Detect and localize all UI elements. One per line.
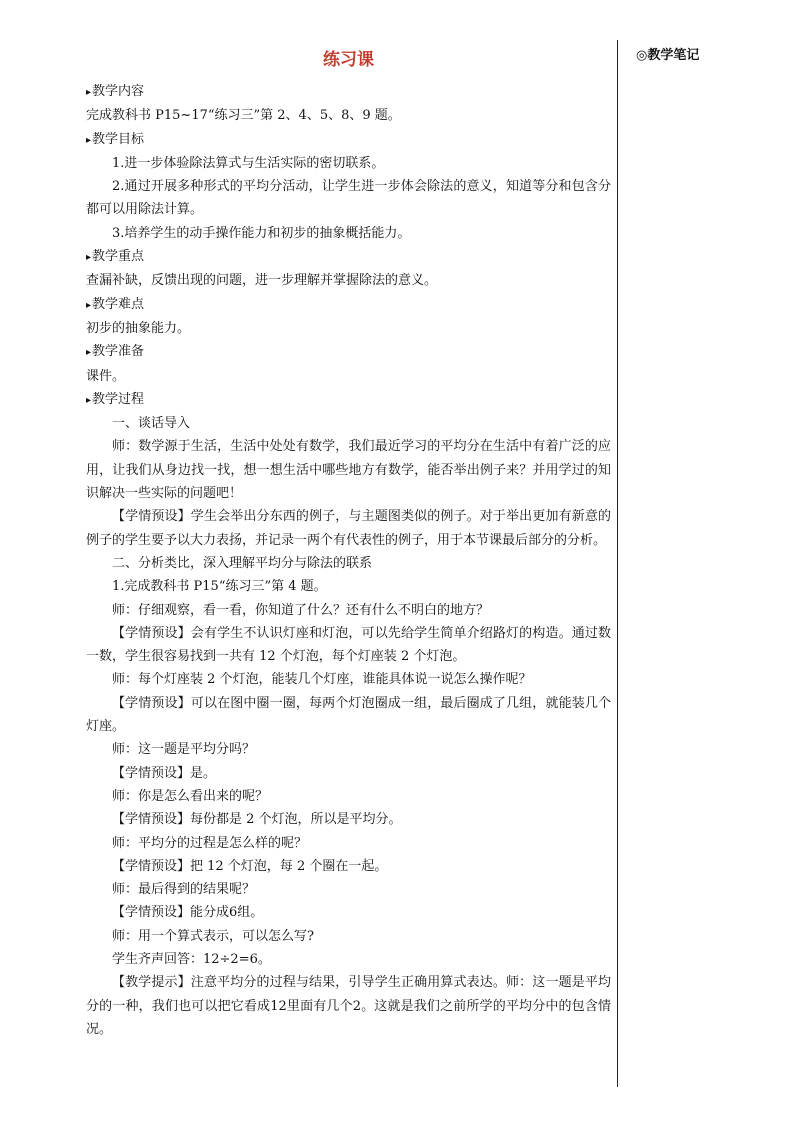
paragraph: 师：数学源于生活，生活中处处有数学，我们最近学习的平均分在生活中有着广泛的应用，让我们从身边找一找，想一想生活中哪些地方有数学，能否举出例子来？并用学过的知识解决一些实际的问题吧！	[86, 439, 611, 502]
lesson-content	[86, 80, 611, 1041]
paragraph: 【学情预设】会有学生不认识灯座和灯泡，可以先给学生简单介绍路灯的构造。通过数一数，学生很容易找到一共有 12 个灯泡，每个灯座装 2 个灯泡。	[86, 625, 611, 665]
section-heading: ▸ 教学目标	[86, 128, 611, 152]
paragraph: 【学情预设】能分成6组。	[112, 905, 264, 921]
paragraph: 【教学提示】注意平均分的过程与结果，引导学生正确用算式表达。师：这一题是平均分的一种，我们也可以把它看成12里面有几个2。这就是我们之前所学的平均分中的包含情况。	[86, 975, 611, 1037]
paragraph: 二、分析类比，深入理解平均分与除法的联系	[112, 555, 373, 571]
lesson-plan-body	[86, 46, 611, 1041]
paragraph: 3.培养学生的动手操作能力和初步的抽象概括能力。	[112, 225, 411, 241]
section-heading: ▸ 教学过程	[86, 388, 611, 412]
paragraph: 师：用一个算式表示，可以怎么写?	[112, 928, 314, 944]
paragraph: 【学情预设】把 12 个灯泡，每 2 个圈在一起。	[112, 858, 388, 874]
page-title: 练习课	[323, 50, 374, 70]
paragraph: 师：这一题是平均分吗？	[112, 742, 256, 758]
paragraph: 2.通过开展多种形式的平均分活动，让学生进一步体会除法的意义，知道等分和包含分都可以用除法计算。	[86, 179, 611, 218]
paragraph: 【学情预设】是。	[112, 765, 217, 781]
paragraph: 完成教科书 P15~17“练习三”第 2、4、5、8、9 题。	[86, 108, 401, 124]
section-heading: ▸ 教学难点	[86, 293, 611, 317]
paragraph: 师：每个灯座装 2 个灯泡，能装几个灯座，谁能具体说一说怎么操作呢？	[112, 672, 532, 688]
paragraph: 师：最后得到的结果呢？	[112, 882, 256, 898]
teaching-notes-label: ◎教学笔记	[636, 48, 700, 63]
paragraph: 【学情预设】可以在图中圈一圈，每两个灯泡圈成一组，最后圈成了几组，就能装几个灯座。	[86, 695, 611, 735]
paragraph: 师：仔细观察，看一看，你知道了什么？还有什么不明白的地方？	[112, 602, 490, 618]
section-heading: ▸ 教学准备	[86, 340, 611, 364]
paragraph: 【学情预设】每份都是 2 个灯泡，所以是平均分。	[112, 812, 402, 828]
column-divider	[617, 40, 618, 1087]
paragraph: 师：你是怎么看出来的呢？	[112, 788, 269, 804]
paragraph: 课件。	[86, 368, 126, 384]
paragraph: 学生齐声回答：12÷2=6。	[112, 951, 271, 967]
paragraph: 【学情预设】学生会举出分东西的例子，与主题图类似的例子。对于举出更加有新意的例子的学生要予以大力表扬，并记录一两个有代表性的例子，用于本节课最后部分的分析。	[86, 509, 611, 548]
paragraph: 师：平均分的过程是怎么样的呢？	[112, 835, 308, 851]
paragraph: 初步的抽象能力。	[86, 320, 191, 336]
paragraph: 1.完成教科书 P15“练习三”第 4 题。	[112, 579, 327, 595]
paragraph: 查漏补缺，反馈出现的问题，进一步理解并掌握除法的意义。	[86, 273, 438, 289]
paragraph: 一、谈话导入	[112, 416, 191, 432]
paragraph: 1.进一步体验除法算式与生活实际的密切联系。	[112, 155, 385, 171]
section-heading: ▸ 教学重点	[86, 245, 611, 269]
section-heading: ▸ 教学内容	[86, 80, 611, 104]
